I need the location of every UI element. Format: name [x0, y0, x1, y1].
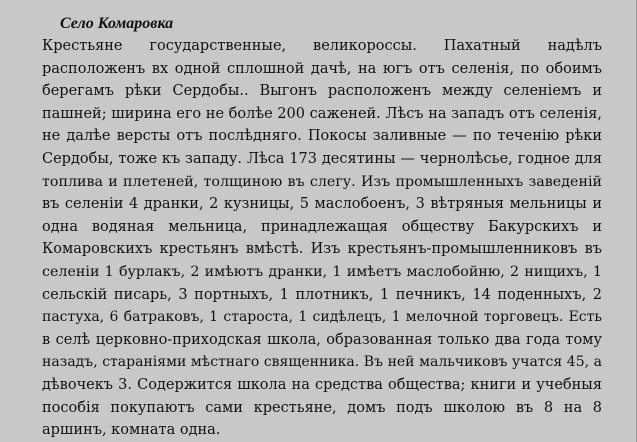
text-line: берегамъ рѣки Сердобы.. Выгонъ расположенъ между селеніемъ и: [42, 83, 602, 100]
text-line: пастуха, 6 батраковъ, 1 староста, 1 сидѣлецъ, 1 мелочной торговецъ. Есть: [42, 309, 602, 326]
text-line: одна водяная мельница, принадлежащая обществу Бакурскихъ и: [42, 218, 602, 235]
text-line: въ селеніи 4 дранки, 2 кузницы, 5 маслобоенъ, 3 вѣтряныя мельницы и: [42, 196, 602, 213]
document-body: [42, 13, 602, 442]
text-line: аршинъ, комната одна.: [42, 422, 221, 439]
section-title: Село Комаровка: [60, 15, 174, 32]
text-line: расположенъ вх одной сплошной дачѣ, на югъ отъ селенія, по обоимъ: [42, 60, 602, 77]
text-line: Крестьяне государственные, великороссы. Пахатный надѣлъ: [42, 38, 602, 54]
text-line: в селѣ церковно-приходская школа, образованная только два года тому: [42, 331, 602, 348]
text-line: Комаровскихъ крестьянъ вмѣстѣ. Изъ крестьянъ-промышленниковъ въ: [42, 241, 602, 258]
text-line: селеніи 1 бурлакъ, 2 имѣютъ дранки, 1 имѣетъ маслобойню, 2 нищихъ, 1: [42, 263, 602, 280]
text-line: Сердобы, тоже къ западу. Лѣса 173 десятины — чернолѣсье, годное для: [42, 150, 602, 167]
text-line: пашней; ширина его не болѣе 200 саженей. Лѣсъ на западъ отъ селенія,: [42, 105, 602, 122]
text-line: сельскій писарь, 3 портныхъ, 1 плотникъ, 1 печникъ, 14 поденныхъ, 2: [42, 286, 602, 303]
text-line: дѣвочекъ 3. Содержится школа на средства общества; книги и учебныя: [42, 376, 602, 393]
text-line: назадъ, стараніями мѣстнаго священника. Въ ней мальчиковъ учатся 45, а: [42, 354, 602, 371]
text-line: топлива и плетеней, толщиною въ слегу. Изъ промышленныхъ заведеній: [42, 173, 602, 190]
text-line: пособія покупаютъ сами крестьяне, домъ подъ школою въ 8 на 8: [42, 399, 602, 416]
text-line: не далѣе версты отъ послѣдняго. Покосы заливные — по теченію рѣки: [42, 128, 602, 145]
paragraph: [42, 35, 602, 442]
